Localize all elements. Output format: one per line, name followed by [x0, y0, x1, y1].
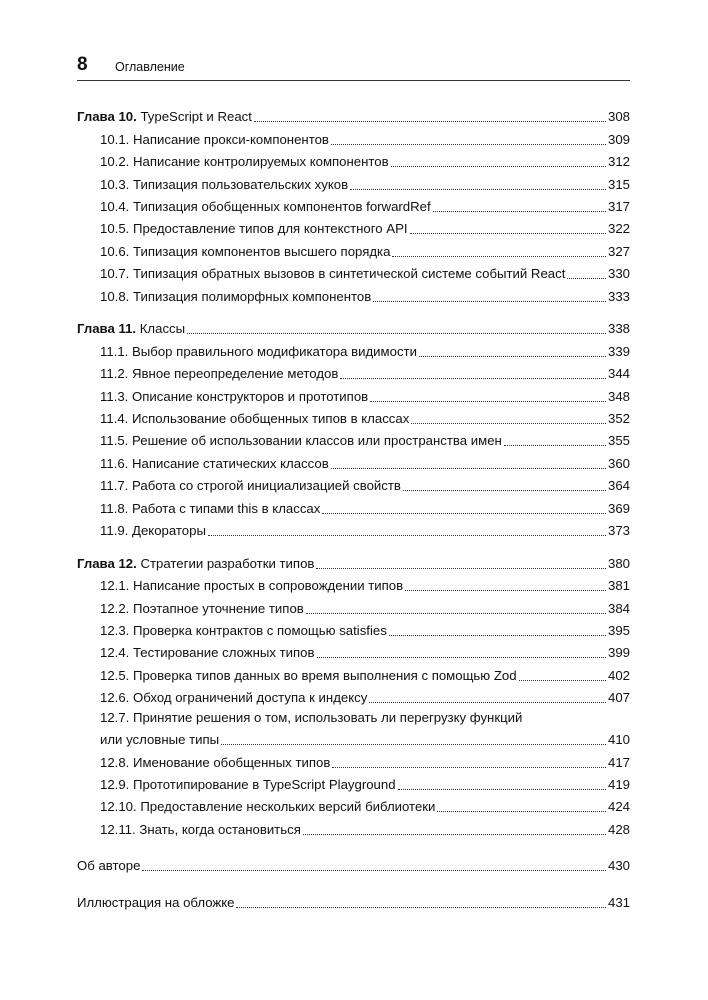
dot-leader	[221, 744, 606, 745]
section-title: 11.4. Использование обобщенных типов в классах	[100, 410, 410, 426]
section-title: 11.3. Описание конструкторов и прототипов	[100, 388, 369, 404]
page-ref: 431	[607, 894, 630, 910]
section-title: 11.5. Решение об использовании классов или пространства имен	[100, 433, 502, 449]
toc-section-12-2	[77, 595, 630, 617]
toc-section-11-1	[77, 338, 630, 360]
toc-section-11-9	[77, 518, 630, 540]
section-title: 11.1. Выбор правильного модификатора видимости	[100, 343, 417, 359]
toc-section-11-7	[77, 473, 630, 495]
dot-leader	[519, 680, 606, 681]
page-ref: 428	[607, 821, 630, 837]
page-ref: 380	[607, 555, 630, 571]
page-ref: 317	[607, 198, 630, 214]
toc-section-10-1	[77, 126, 630, 148]
page-number: 8	[77, 54, 88, 75]
page-ref: 330	[607, 266, 630, 282]
section-title: 10.3. Типизация пользовательских хуков	[100, 176, 349, 192]
dot-leader	[303, 834, 606, 835]
toc-section-11-4	[77, 406, 630, 428]
dot-leader	[254, 121, 606, 122]
page-ref: 395	[607, 622, 630, 638]
page-ref: 315	[607, 176, 630, 192]
dot-leader	[373, 301, 606, 302]
toc-section-12-7	[77, 707, 630, 749]
page-ref: 327	[607, 243, 630, 259]
page-ref: 360	[607, 455, 630, 471]
dot-leader	[403, 490, 606, 491]
section-title: 12.2. Поэтапное уточнение типов	[100, 600, 304, 616]
dot-leader	[340, 378, 606, 379]
section-title: 10.5. Предоставление типов для контекстного API	[100, 221, 408, 237]
dot-leader	[370, 401, 606, 402]
dot-leader	[332, 767, 606, 768]
page-ref: 352	[607, 410, 630, 426]
section-title: 11.6. Написание статических классов	[100, 455, 329, 471]
dot-leader	[567, 278, 606, 279]
chapter-label: Глава 10.	[77, 109, 137, 125]
section-title: 10.2. Написание контролируемых компонентов	[100, 154, 389, 170]
page-ref: 402	[607, 667, 630, 683]
page-ref: 419	[607, 776, 630, 792]
toc-cover-illustration	[77, 889, 630, 911]
page-ref: 355	[607, 433, 630, 449]
dot-leader	[317, 657, 606, 658]
toc-section-11-5	[77, 428, 630, 450]
toc-section-11-3	[77, 383, 630, 405]
page-ref: 373	[607, 522, 630, 538]
section-title-line1: 12.7. Принятие решения о том, использовать ли перегрузку функций	[100, 710, 523, 726]
dot-leader	[410, 233, 606, 234]
toc-section-10-2	[77, 149, 630, 171]
toc-section-11-2	[77, 361, 630, 383]
running-title: Оглавление	[115, 60, 185, 74]
entry-title: Иллюстрация на обложке	[77, 894, 235, 910]
section-title: 12.1. Написание простых в сопровождении типов	[100, 578, 404, 594]
table-of-contents	[77, 104, 630, 912]
toc-section-10-7	[77, 261, 630, 283]
section-title: 11.7. Работа со строгой инициализацией свойств	[100, 478, 401, 494]
dot-leader	[504, 445, 606, 446]
page-ref: 381	[607, 578, 630, 594]
page-ref: 417	[607, 754, 630, 770]
toc-section-10-6	[77, 238, 630, 260]
toc-section-12-9	[77, 772, 630, 794]
toc-section-12-5	[77, 662, 630, 684]
dot-leader	[391, 166, 606, 167]
toc-chapter-10	[77, 104, 630, 126]
dot-leader	[306, 613, 606, 614]
toc-section-10-4	[77, 194, 630, 216]
section-title: 12.11. Знать, когда остановиться	[100, 821, 301, 837]
toc-section-10-8	[77, 283, 630, 305]
section-title: 12.4. Тестирование сложных типов	[100, 645, 315, 661]
toc-section-12-1	[77, 573, 630, 595]
toc-section-12-4	[77, 640, 630, 662]
page-ref: 348	[607, 388, 630, 404]
page-ref: 424	[607, 799, 630, 815]
toc-section-12-8	[77, 749, 630, 771]
entry-title: Об авторе	[77, 858, 141, 874]
section-title: 12.6. Обход ограничений доступа к индексу	[100, 690, 368, 706]
dot-leader	[236, 907, 606, 908]
section-title: 12.10. Предоставление нескольких версий библиотеки	[100, 799, 436, 815]
dot-leader	[419, 356, 606, 357]
page-ref: 369	[607, 500, 630, 516]
toc-section-11-6	[77, 450, 630, 472]
dot-leader	[316, 568, 606, 569]
page-ref: 339	[607, 343, 630, 359]
toc-about-author	[77, 853, 630, 875]
section-title: 10.7. Типизация обратных вызовов в синтетической системе событий React	[100, 266, 566, 282]
page-ref: 338	[607, 321, 630, 337]
toc-section-12-10	[77, 794, 630, 816]
page-ref: 410	[607, 732, 630, 748]
toc-chapter-12	[77, 550, 630, 572]
toc-section-12-11	[77, 816, 630, 838]
section-title: 11.8. Работа с типами this в классах	[100, 500, 321, 516]
page-ref: 384	[607, 600, 630, 616]
dot-leader	[389, 635, 606, 636]
page-ref: 430	[607, 858, 630, 874]
section-title: 10.4. Типизация обобщенных компонентов forwardRef	[100, 198, 431, 214]
toc-section-10-3	[77, 171, 630, 193]
toc-section-10-5	[77, 216, 630, 238]
toc-section-12-3	[77, 618, 630, 640]
page-ref: 309	[607, 131, 630, 147]
chapter-label: Глава 11.	[77, 321, 137, 337]
chapter-label: Глава 12.	[77, 555, 137, 571]
dot-leader	[437, 811, 606, 812]
section-title: 12.9. Прототипирование в TypeScript Playground	[100, 776, 396, 792]
section-title: 10.8. Типизация полиморфных компонентов	[100, 288, 372, 304]
section-title: 12.8. Именование обобщенных типов	[100, 754, 331, 770]
chapter-title: Стратегии разработки типов	[140, 555, 315, 571]
dot-leader	[331, 468, 606, 469]
dot-leader	[369, 702, 606, 703]
dot-leader	[398, 789, 606, 790]
dot-leader	[411, 423, 606, 424]
chapter-title: TypeScript и React	[140, 109, 252, 125]
page-ref: 322	[607, 221, 630, 237]
section-title: 11.9. Декораторы	[100, 522, 206, 538]
section-title: 12.3. Проверка контрактов с помощью satisfies	[100, 622, 387, 638]
page-header	[77, 52, 630, 81]
page-ref: 308	[607, 109, 630, 125]
dot-leader	[405, 590, 606, 591]
section-title: 10.1. Написание прокси-компонентов	[100, 131, 329, 147]
section-title: 10.6. Типизация компонентов высшего порядка	[100, 243, 391, 259]
dot-leader	[142, 870, 606, 871]
chapter-title: Классы	[139, 321, 186, 337]
section-title: 11.2. Явное переопределение методов	[100, 366, 339, 382]
dot-leader	[187, 333, 606, 334]
page-ref: 333	[607, 288, 630, 304]
page-ref: 399	[607, 645, 630, 661]
dot-leader	[331, 144, 606, 145]
page-ref: 407	[607, 690, 630, 706]
dot-leader	[392, 256, 606, 257]
toc-chapter-11	[77, 316, 630, 338]
dot-leader	[433, 211, 606, 212]
page-ref: 364	[607, 478, 630, 494]
section-title-line2: или условные типы	[100, 732, 220, 748]
dot-leader	[208, 535, 606, 536]
section-title: 12.5. Проверка типов данных во время выполнения с помощью Zod	[100, 667, 517, 683]
toc-section-12-6	[77, 685, 630, 707]
dot-leader	[322, 513, 606, 514]
page-ref: 312	[607, 154, 630, 170]
page-ref: 344	[607, 366, 630, 382]
toc-section-11-8	[77, 495, 630, 517]
dot-leader	[350, 189, 606, 190]
